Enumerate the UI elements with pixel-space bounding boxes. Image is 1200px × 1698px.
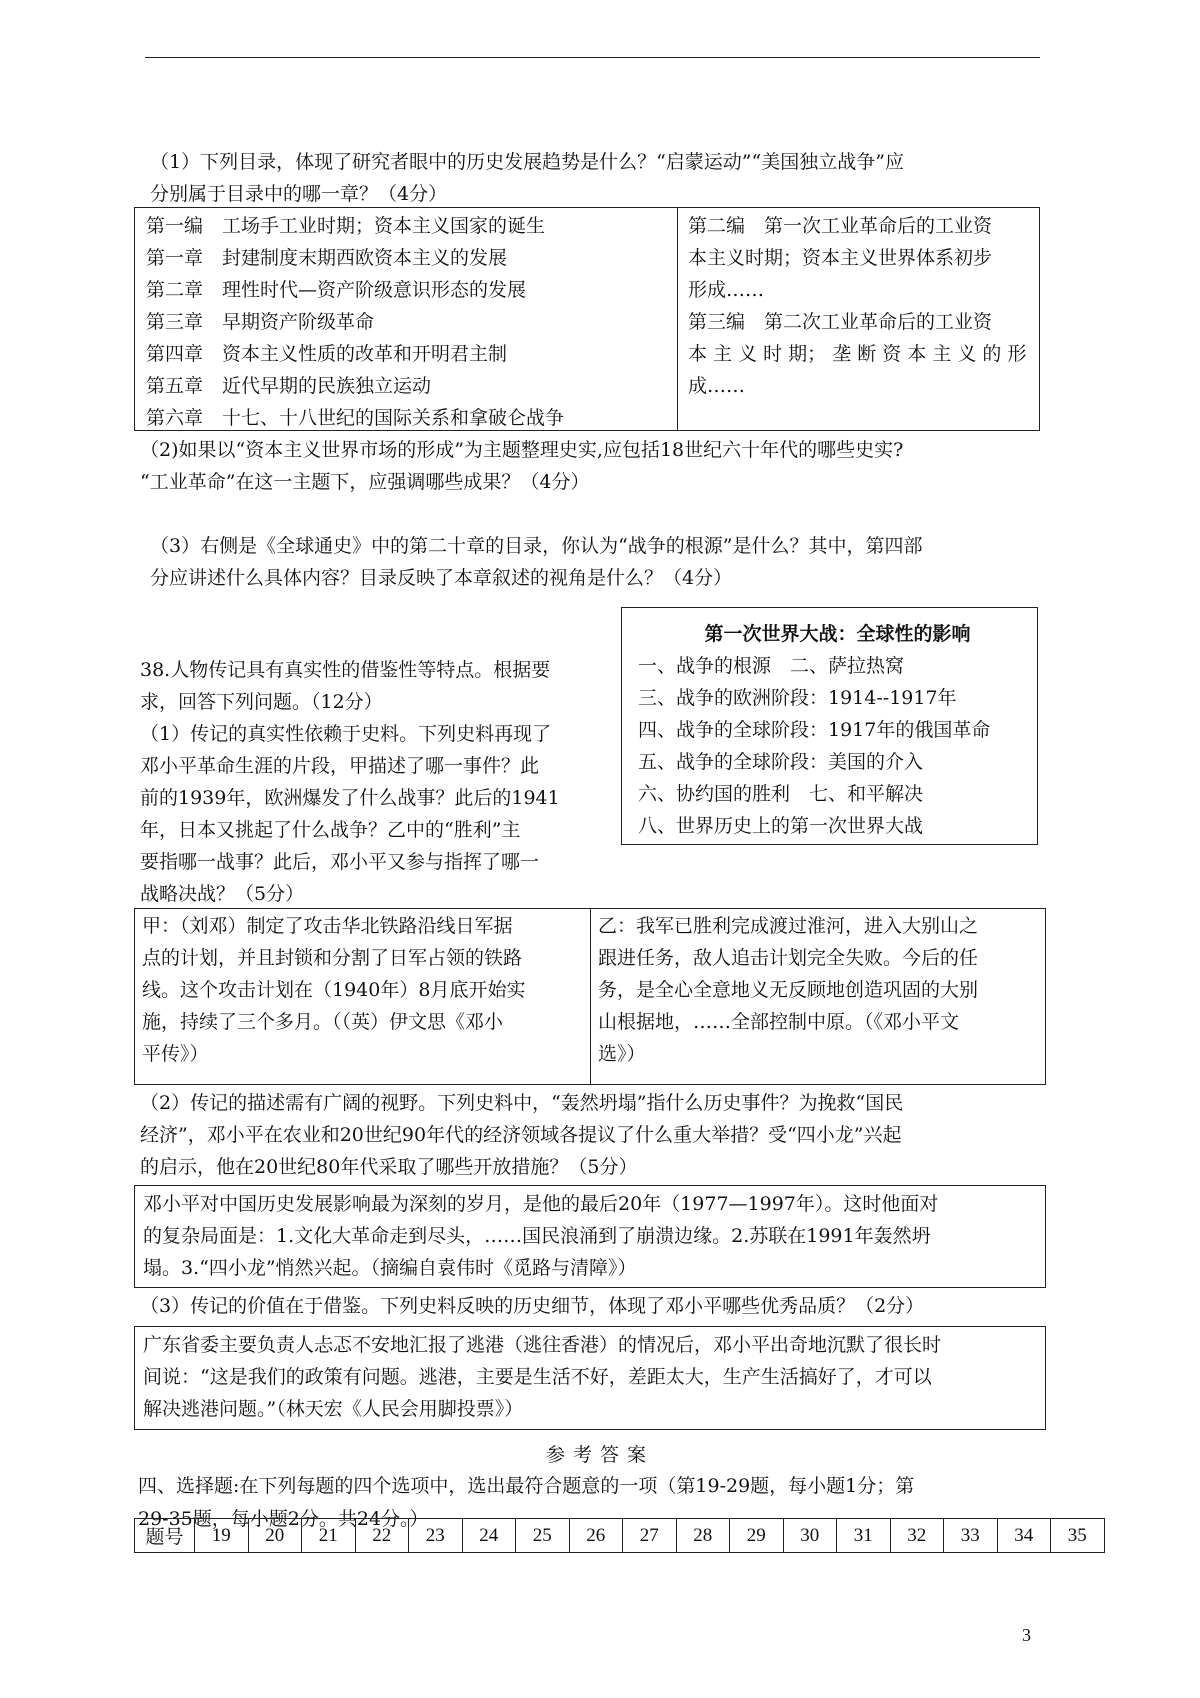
page-number: 3 bbox=[1022, 1625, 1031, 1645]
toc-left-line: 第二章 理性时代—资产阶级意识形态的发展 bbox=[146, 279, 527, 301]
question-38-line: 年，日本又挑起了什么战争？乙中的“胜利”主 bbox=[140, 819, 521, 841]
question-38-line: 求，回答下列问题。（12分） bbox=[140, 691, 383, 713]
wwi-line: 三、战争的欧洲阶段：1914--1917年 bbox=[638, 687, 957, 709]
question-38-2 bbox=[140, 1087, 903, 1183]
toc-right-line: 形成…… bbox=[688, 279, 765, 301]
question-2-line-2: “工业革命”在这一主题下，应强调哪些成果？（4分） bbox=[140, 471, 590, 493]
question-number-cell: 26 bbox=[569, 1519, 623, 1553]
toc-left-line: 第一章 封建制度末期西欧资本主义的发展 bbox=[146, 247, 508, 269]
answers-title: 参考答案 bbox=[545, 1444, 654, 1466]
source-jia bbox=[142, 910, 587, 1070]
toc-right-line: 成…… bbox=[688, 375, 746, 397]
source-3-line: 间说：“这是我们的政策有问题。逃港，主要是生活不好，差距太大，生产生活搞好了，才可以 bbox=[143, 1366, 932, 1388]
question-38-3: （3）传记的价值在于借鉴。下列史料反映的历史细节，体现了邓小平哪些优秀品质？（2分） bbox=[140, 1295, 925, 1317]
question-3-line-2: 分应讲述什么具体内容？目录反映了本章叙述的视角是什么？（4分） bbox=[150, 567, 733, 589]
source-jia-line: 平传》） bbox=[142, 1043, 209, 1065]
question-2-line-1: （2)如果以“资本主义世界市场的形成”为主题整理史实,应包括18世纪六十年代的哪些史实? bbox=[140, 439, 904, 461]
question-number-cell: 24 bbox=[462, 1519, 516, 1553]
question-38-line: 战略决战？（5分） bbox=[140, 883, 305, 905]
question-number-cell: 20 bbox=[248, 1519, 302, 1553]
question-38-2-line: 经济”，邓小平在农业和20世纪90年代的经济领域各提议了什么重大举措？受“四小龙”兴起 bbox=[140, 1124, 902, 1146]
answers-intro-line-1: 四、选择题:在下列每题的四个选项中，选出最符合题意的一项（第19-29题，每小题1分；第 bbox=[138, 1475, 915, 1497]
source-3-line: 解决逃港问题。”（林天宏《人民会用脚投票》） bbox=[143, 1398, 524, 1420]
toc-left-line: 第一编 工场手工业时期；资本主义国家的诞生 bbox=[146, 215, 546, 237]
question-number-cell: 35 bbox=[1051, 1519, 1105, 1553]
source-3-line: 广东省委主要负责人忐忑不安地汇报了逃港（逃往香港）的情况后，邓小平出奇地沉默了很长时 bbox=[143, 1334, 942, 1356]
source-2-line: 塌。3.“四小龙”悄然兴起。（摘编自袁伟时《觅路与清障》） bbox=[143, 1257, 637, 1279]
source-jia-line: 点的计划，并且封锁和分割了日军占领的铁路 bbox=[142, 947, 523, 969]
question-38-line: 前的1939年，欧洲爆发了什么战事？此后的1941 bbox=[140, 787, 560, 809]
answers-intro-line-2: 29-35题，每小题2分。共24分。） bbox=[138, 1508, 429, 1530]
source-yi-line: 乙：我军已胜利完成渡过淮河，进入大别山之 bbox=[598, 915, 979, 937]
question-38-2-line: 的启示，他在20世纪80年代采取了哪些开放措施？（5分） bbox=[140, 1156, 638, 1178]
question-number-cell: 28 bbox=[676, 1519, 730, 1553]
question-number-cell: 25 bbox=[516, 1519, 570, 1553]
question-3-line-1: （3）右侧是《全球通史》中的第二十章的目录，你认为“战争的根源”是什么？其中，第四部 bbox=[150, 535, 923, 557]
question-number-cell: 19 bbox=[195, 1519, 249, 1553]
header-rule bbox=[145, 57, 1040, 58]
toc-divider bbox=[677, 207, 678, 431]
wwi-contents-box bbox=[621, 607, 1038, 845]
toc-right-line: 第二编 第一次工业革命后的工业资 bbox=[688, 215, 993, 237]
wwi-line: 一、战争的根源 二、萨拉热窝 bbox=[638, 655, 905, 677]
question-38-line: 邓小平革命生涯的片段，甲描述了哪一事件？此 bbox=[140, 755, 540, 777]
question-number-cell: 23 bbox=[409, 1519, 463, 1553]
question-number-cell: 30 bbox=[783, 1519, 837, 1553]
question-number-cell: 31 bbox=[837, 1519, 891, 1553]
question-number-cell: 33 bbox=[944, 1519, 998, 1553]
toc-left-line: 第六章 十七、十八世纪的国际关系和拿破仑战争 bbox=[146, 407, 565, 429]
toc-left-line: 第三章 早期资产阶级革命 bbox=[146, 311, 375, 333]
wwi-line: 五、战争的全球阶段：美国的介入 bbox=[638, 751, 924, 773]
toc-right-line: 本主义时期；资本主义世界体系初步 bbox=[688, 247, 993, 269]
toc-left-line: 第四章 资本主义性质的改革和开明君主制 bbox=[146, 343, 508, 365]
wwi-line: 八、世界历史上的第一次世界大战 bbox=[638, 815, 924, 837]
question-number-cell: 27 bbox=[623, 1519, 677, 1553]
question-number-cell: 22 bbox=[355, 1519, 409, 1553]
toc-right-line: 本 主 义 时 期； 垄 断 资 本 主 义 的 形 bbox=[688, 343, 1027, 365]
source-3-box bbox=[134, 1326, 1046, 1430]
wwi-line: 四、战争的全球阶段：1917年的俄国革命 bbox=[638, 719, 991, 741]
question-38-line: （1）传记的真实性依赖于史料。下列史料再现了 bbox=[140, 723, 552, 745]
question-number-cell: 21 bbox=[302, 1519, 356, 1553]
question-38-line: 要指哪一战事？此后，邓小平又参与指挥了哪一 bbox=[140, 851, 540, 873]
source-jia-line: 甲：（刘邓）制定了攻击华北铁路沿线日军据 bbox=[142, 915, 513, 937]
source-yi bbox=[598, 910, 1043, 1070]
answer-table-header: 题号 bbox=[135, 1519, 195, 1553]
source-jia-yi-divider bbox=[590, 908, 591, 1085]
source-yi-line: 山根据地，……全部控制中原。（《邓小平文 bbox=[598, 1011, 960, 1033]
source-2-line: 的复杂局面是：1.文化大革命走到尽头，……国民浪涌到了崩溃边缘。2.苏联在1991年轰然坍 bbox=[143, 1225, 931, 1247]
question-38-line: 38.人物传记具有真实性的借鉴性等特点。根据要 bbox=[140, 659, 551, 681]
question-number-cell: 29 bbox=[730, 1519, 784, 1553]
wwi-line: 六、协约国的胜利 七、和平解决 bbox=[638, 783, 924, 805]
source-yi-line: 跟进任务，敌人追击计划完全失败。今后的任 bbox=[598, 947, 979, 969]
question-number-cell: 34 bbox=[997, 1519, 1051, 1553]
source-2-box bbox=[134, 1185, 1046, 1288]
answer-table bbox=[134, 1518, 1105, 1553]
question-2 bbox=[140, 434, 903, 498]
toc-right-column bbox=[688, 210, 1026, 402]
toc-left-column bbox=[146, 210, 564, 434]
source-jia-line: 施，持续了三个多月。（（英）伊文思《邓小 bbox=[142, 1011, 504, 1033]
question-1-line-1: （1）下列目录，体现了研究者眼中的历史发展趋势是什么？“启蒙运动”“美国独立战争”应 bbox=[150, 151, 904, 173]
source-yi-line: 选》） bbox=[598, 1043, 646, 1065]
source-2-line: 邓小平对中国历史发展影响最为深刻的岁月，是他的最后20年（1977—1997年）。这时他面对 bbox=[143, 1193, 939, 1215]
question-1 bbox=[150, 146, 904, 210]
question-38 bbox=[140, 654, 610, 910]
toc-right-line: 第三编 第二次工业革命后的工业资 bbox=[688, 311, 993, 333]
source-yi-line: 务，是全心全意地义无反顾地创造巩固的大别 bbox=[598, 979, 979, 1001]
question-3 bbox=[150, 530, 923, 594]
wwi-title: 第一次世界大战：全球性的影响 bbox=[704, 623, 971, 645]
question-38-2-line: （2）传记的描述需有广阔的视野。下列史料中，“轰然坍塌”指什么历史事件？为挽救“国民 bbox=[140, 1092, 904, 1114]
toc-left-line: 第五章 近代早期的民族独立运动 bbox=[146, 375, 432, 397]
source-jia-line: 线。这个攻击计划在（1940年）8月底开始实 bbox=[142, 979, 526, 1001]
question-number-cell: 32 bbox=[890, 1519, 944, 1553]
question-1-line-2: 分别属于目录中的哪一章？（4分） bbox=[150, 183, 448, 205]
table-row bbox=[135, 1519, 1105, 1553]
